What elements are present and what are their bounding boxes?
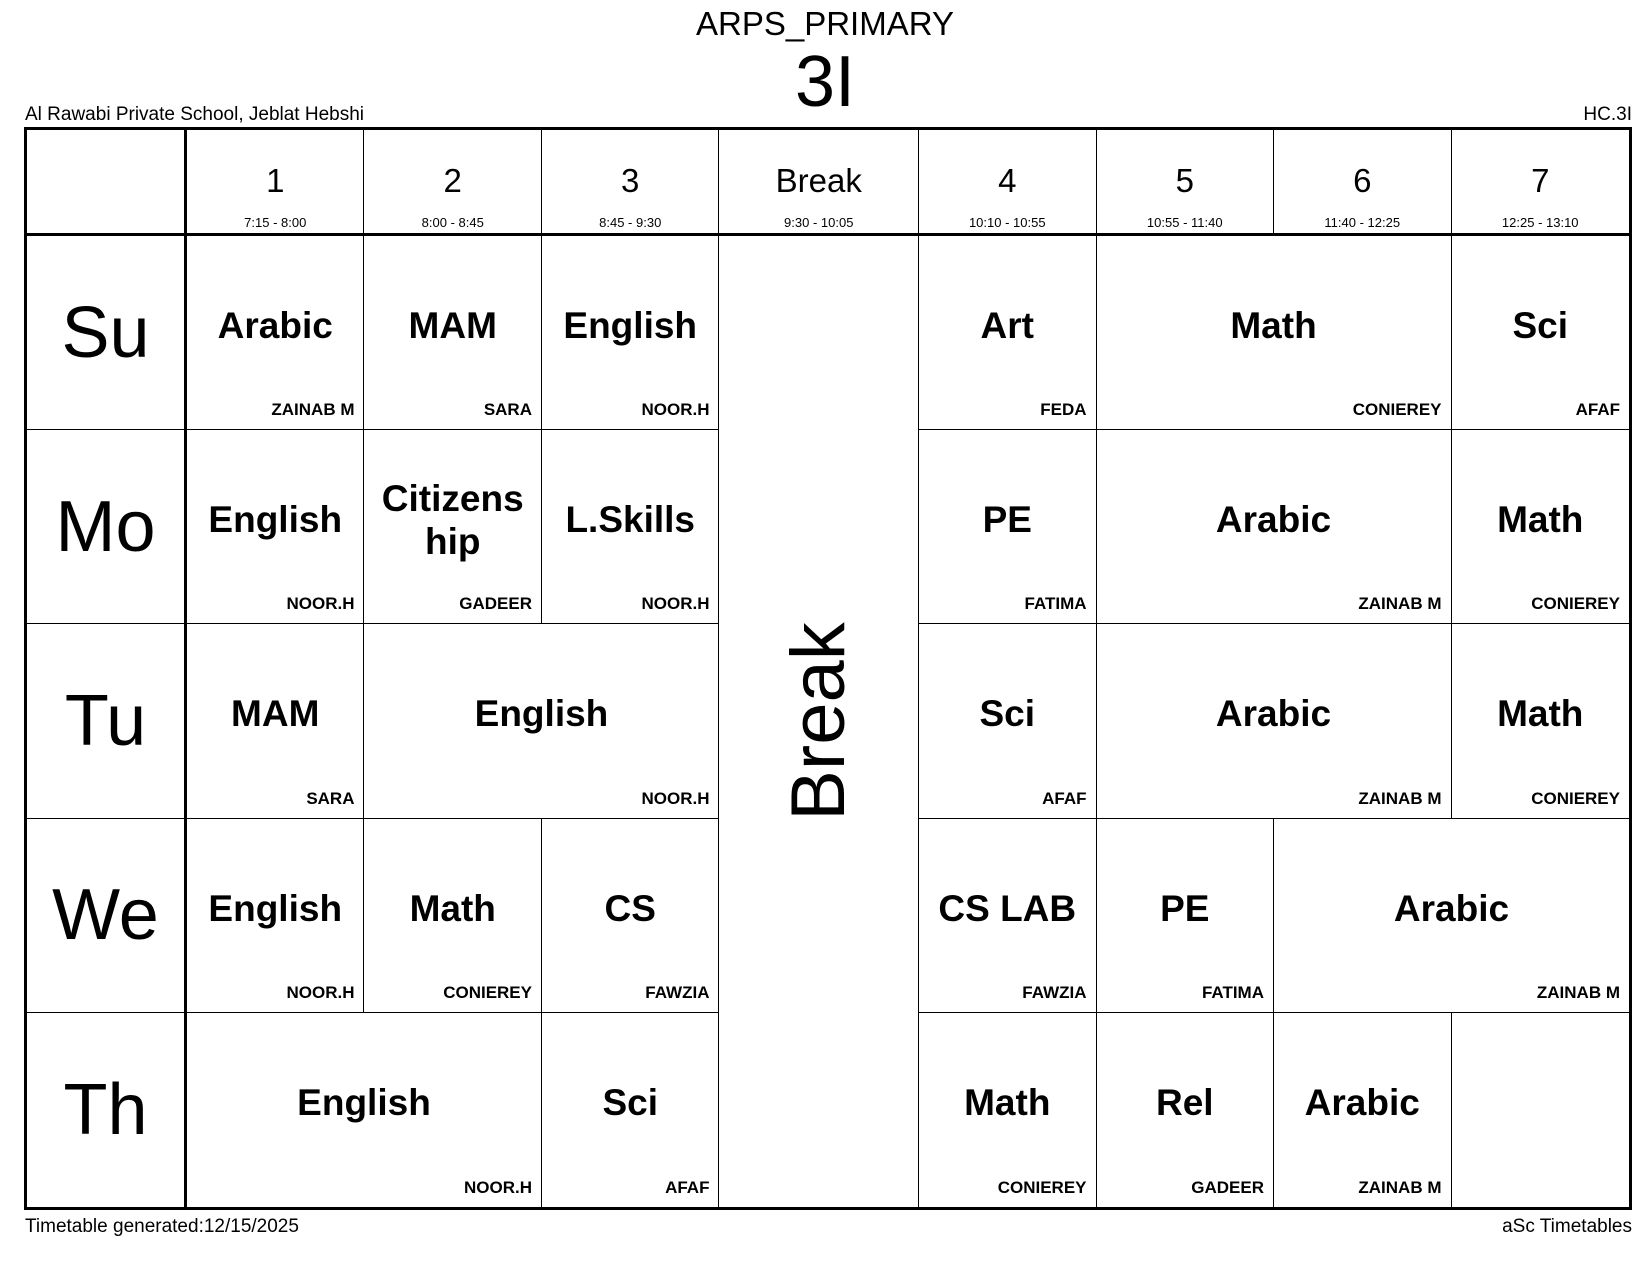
- lesson-cell[interactable]: [187, 624, 364, 818]
- teacher-name: NOOR.H: [286, 982, 355, 1002]
- teacher-name: CONIEREY: [1531, 594, 1620, 614]
- break-header: [719, 130, 919, 236]
- empty-cell: [1452, 1013, 1629, 1207]
- subject-name: Math: [1497, 693, 1584, 735]
- teacher-name: AFAF: [665, 1177, 710, 1197]
- subject-name: Math: [1230, 305, 1317, 347]
- lesson-cell[interactable]: [187, 819, 364, 1013]
- subject-name: Arabic: [217, 305, 333, 347]
- software-brand: aSc Timetables: [1502, 1216, 1632, 1237]
- lesson-cell[interactable]: [1274, 819, 1629, 1013]
- teacher-name: NOOR.H: [463, 1177, 532, 1197]
- period-header: [364, 130, 542, 236]
- lesson-cell[interactable]: [542, 236, 719, 430]
- day-label: Th: [27, 1013, 187, 1207]
- subject-name: PE: [1160, 887, 1210, 929]
- teacher-name: AFAF: [1042, 788, 1087, 808]
- period-time: 7:15 - 8:00: [244, 215, 307, 230]
- period-time: 11:40 - 12:25: [1324, 215, 1401, 230]
- subject-name: Sci: [1512, 305, 1569, 347]
- lesson-cell[interactable]: [187, 1013, 542, 1207]
- subject-name: Art: [980, 305, 1034, 347]
- subject-name: MAM: [231, 693, 320, 735]
- teacher-name: SARA: [483, 400, 532, 420]
- lesson-cell[interactable]: [1097, 624, 1452, 818]
- subject-name: Arabic: [1393, 887, 1510, 929]
- teacher-name: FAWZIA: [645, 982, 710, 1002]
- teacher-name: ZAINAB M: [1536, 982, 1620, 1002]
- subject-name: CS: [604, 887, 656, 929]
- lesson-cell[interactable]: [542, 430, 719, 624]
- teacher-name: FAWZIA: [1022, 982, 1087, 1002]
- subject-name: PE: [982, 499, 1032, 541]
- teacher-name: NOOR.H: [641, 788, 710, 808]
- period-header: [187, 130, 364, 236]
- day-label: Mo: [27, 430, 187, 624]
- class-code: HC.3I: [1583, 104, 1632, 125]
- lesson-cell[interactable]: [1097, 236, 1452, 430]
- teacher-name: GADEER: [1191, 1177, 1264, 1197]
- lesson-cell[interactable]: [919, 624, 1097, 818]
- period-header: [1274, 130, 1452, 236]
- lesson-cell[interactable]: [364, 430, 542, 624]
- lesson-cell[interactable]: [1452, 624, 1629, 818]
- period-number: 4: [998, 162, 1017, 199]
- period-header: [1452, 130, 1629, 236]
- teacher-name: ZAINAB M: [1358, 594, 1442, 614]
- period-number: 6: [1353, 162, 1372, 199]
- lesson-cell[interactable]: [1097, 1013, 1274, 1207]
- subject-name: English: [208, 887, 343, 929]
- lesson-cell[interactable]: [364, 624, 719, 818]
- lesson-cell[interactable]: [542, 819, 719, 1013]
- period-time: 8:00 - 8:45: [421, 215, 484, 230]
- subject-name: L.Skills: [565, 499, 695, 541]
- period-time: 10:10 - 10:55: [968, 215, 1046, 230]
- teacher-name: FATIMA: [1201, 982, 1264, 1002]
- subject-name: Arabic: [1215, 693, 1332, 735]
- lesson-cell[interactable]: [364, 819, 542, 1013]
- day-label: Tu: [27, 624, 187, 818]
- corner-cell: [27, 130, 187, 236]
- class-name: 3I: [794, 42, 856, 122]
- subject-name: Arabic: [1304, 1082, 1420, 1124]
- lesson-cell[interactable]: [1274, 1013, 1452, 1207]
- teacher-name: CONIEREY: [997, 1177, 1087, 1197]
- lesson-cell[interactable]: [1097, 819, 1274, 1013]
- subject-name: English: [297, 1082, 431, 1124]
- subject-name: English: [474, 693, 609, 735]
- period-header: [919, 130, 1097, 236]
- teacher-name: NOOR.H: [286, 594, 355, 614]
- teacher-name: ZAINAB M: [1358, 788, 1442, 808]
- period-number: 2: [443, 162, 462, 199]
- period-header: [542, 130, 719, 236]
- lesson-cell[interactable]: [1452, 430, 1629, 624]
- period-number: Break: [775, 162, 862, 199]
- day-label: Su: [27, 236, 187, 430]
- lesson-cell[interactable]: [187, 236, 364, 430]
- period-number: 5: [1175, 162, 1194, 199]
- subject-name: CS LAB: [938, 887, 1077, 929]
- period-time: 9:30 - 10:05: [784, 215, 854, 230]
- teacher-name: CONIEREY: [1531, 788, 1620, 808]
- teacher-name: FATIMA: [1024, 594, 1087, 614]
- school-name: Al Rawabi Private School, Jeblat Hebshi: [25, 104, 365, 125]
- teacher-name: NOOR.H: [641, 594, 710, 614]
- teacher-name: NOOR.H: [641, 400, 710, 420]
- teacher-name: CONIEREY: [443, 982, 532, 1002]
- lesson-cell[interactable]: [919, 430, 1097, 624]
- teacher-name: SARA: [306, 788, 355, 808]
- subject-name: English: [563, 305, 698, 347]
- subject-name: Arabic: [1215, 499, 1332, 541]
- period-time: 12:25 - 13:10: [1501, 215, 1579, 230]
- period-time: 8:45 - 9:30: [599, 215, 662, 230]
- subject-name: Citizens hip: [381, 477, 524, 562]
- lesson-cell[interactable]: [542, 1013, 719, 1207]
- lesson-cell[interactable]: [1097, 430, 1452, 624]
- lesson-cell[interactable]: [919, 1013, 1097, 1207]
- subject-name: MAM: [408, 305, 497, 347]
- period-number: 1: [266, 162, 285, 199]
- period-number: 7: [1531, 162, 1550, 199]
- subject-name: Math: [1497, 499, 1584, 541]
- lesson-cell[interactable]: [187, 430, 364, 624]
- lesson-cell[interactable]: [364, 236, 542, 430]
- subject-name: Sci: [979, 693, 1036, 735]
- lesson-cell[interactable]: [919, 236, 1097, 430]
- teacher-name: AFAF: [1575, 400, 1620, 420]
- subject-name: Sci: [602, 1082, 658, 1124]
- break-block: [719, 236, 919, 1207]
- teacher-name: CONIEREY: [1352, 400, 1442, 420]
- teacher-name: ZAINAB M: [1358, 1177, 1442, 1197]
- period-number: 3: [621, 162, 640, 199]
- subject-name: Math: [409, 887, 496, 929]
- timetable-grid: [24, 127, 1632, 1210]
- teacher-name: ZAINAB M: [271, 400, 355, 420]
- day-label: We: [27, 819, 187, 1013]
- generated-date: Timetable generated:12/15/2025: [25, 1216, 299, 1237]
- subject-name: Math: [964, 1082, 1051, 1124]
- period-header: [1097, 130, 1274, 236]
- teacher-name: FEDA: [1040, 400, 1087, 420]
- lesson-cell[interactable]: [919, 819, 1097, 1013]
- lesson-cell[interactable]: [1452, 236, 1629, 430]
- break-label: Break: [776, 622, 862, 821]
- teacher-name: GADEER: [459, 594, 532, 614]
- period-time: 10:55 - 11:40: [1146, 215, 1223, 230]
- timetable-title: ARPS_PRIMARY: [696, 5, 954, 42]
- subject-name: English: [208, 499, 343, 541]
- subject-name: Rel: [1155, 1082, 1214, 1124]
